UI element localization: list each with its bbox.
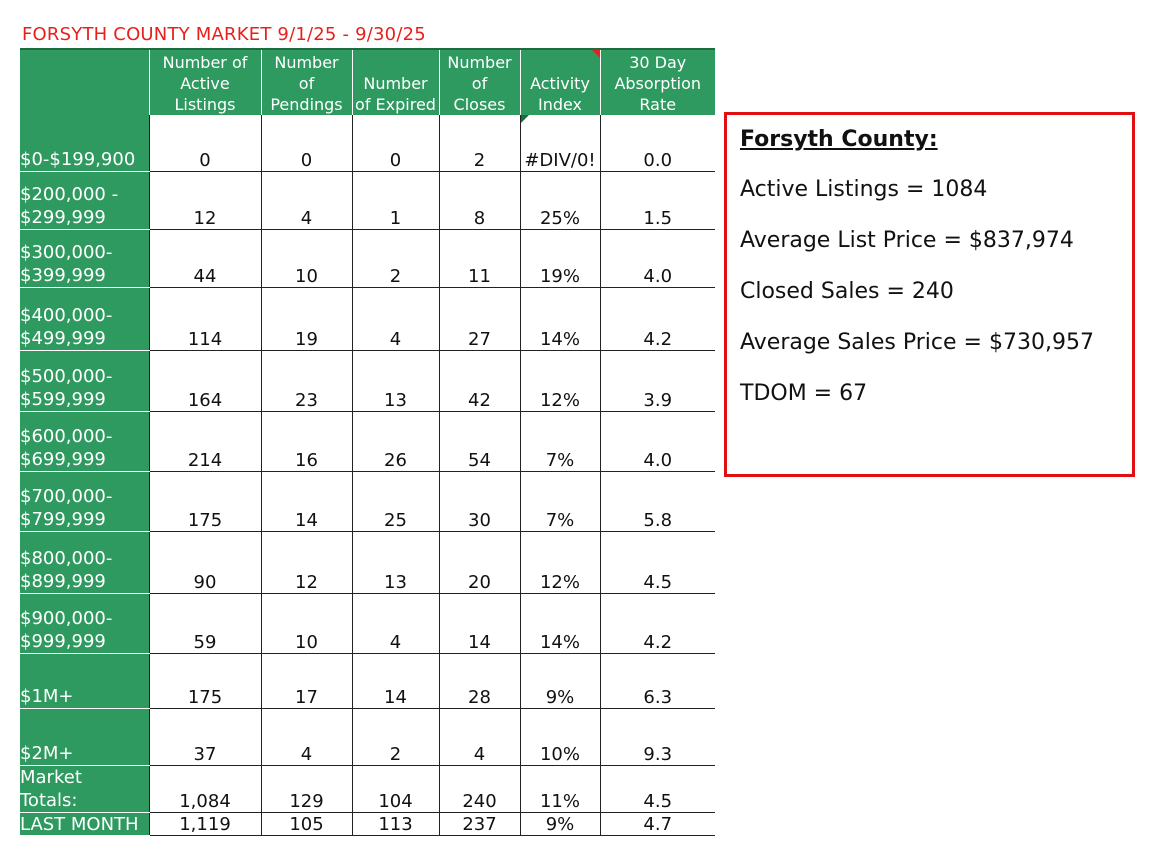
cell-active: 114 bbox=[149, 287, 261, 350]
cell-activity-index: 11% bbox=[520, 765, 600, 812]
row-label: Market Totals: bbox=[20, 765, 149, 812]
col-header-closes: Number of Closes bbox=[439, 49, 520, 115]
cell-absorption-rate: 9.3 bbox=[600, 708, 715, 765]
cell-expired: 2 bbox=[352, 229, 439, 287]
cell-expired: 14 bbox=[352, 653, 439, 708]
table-row bbox=[20, 350, 715, 411]
cell-activity-index: 14% bbox=[520, 287, 600, 350]
cell-active: 90 bbox=[149, 531, 261, 593]
cell-closes: 30 bbox=[439, 471, 520, 531]
cell-expired: 25 bbox=[352, 471, 439, 531]
cell-pendings: 10 bbox=[261, 229, 352, 287]
cell-activity-index: 10% bbox=[520, 708, 600, 765]
table-row bbox=[20, 531, 715, 593]
cell-pendings: 4 bbox=[261, 171, 352, 229]
cell-activity-index: 9% bbox=[520, 653, 600, 708]
cell-active: 12 bbox=[149, 171, 261, 229]
col-header-absorption-rate: 30 Day Absorption Rate bbox=[600, 49, 715, 115]
cell-absorption-rate: 6.3 bbox=[600, 653, 715, 708]
cell-pendings: 12 bbox=[261, 531, 352, 593]
col-header-active: Number of Active Listings bbox=[149, 49, 261, 115]
row-label: $0-$199,900 bbox=[20, 115, 149, 171]
summary-tdom: TDOM = 67 bbox=[740, 381, 868, 406]
cell-activity-index: 25% bbox=[520, 171, 600, 229]
cell-expired: 113 bbox=[352, 812, 439, 835]
cell-closes: 20 bbox=[439, 531, 520, 593]
market-table bbox=[20, 48, 715, 836]
cell-activity-index: 14% bbox=[520, 593, 600, 653]
table-row bbox=[20, 708, 715, 765]
cell-activity-index: 19% bbox=[520, 229, 600, 287]
cell-closes: 14 bbox=[439, 593, 520, 653]
cell-active: 1,084 bbox=[149, 765, 261, 812]
col-header-expired: Number of Expired bbox=[352, 49, 439, 115]
cell-absorption-rate: 4.5 bbox=[600, 531, 715, 593]
summary-closed-sales: Closed Sales = 240 bbox=[740, 279, 954, 304]
cell-expired: 104 bbox=[352, 765, 439, 812]
cell-absorption-rate: 4.0 bbox=[600, 229, 715, 287]
cell-closes: 54 bbox=[439, 411, 520, 471]
row-label: LAST MONTH bbox=[20, 812, 149, 835]
cell-expired: 4 bbox=[352, 287, 439, 350]
summary-box bbox=[724, 112, 1135, 477]
table-row bbox=[20, 653, 715, 708]
row-label: $2M+ bbox=[20, 708, 149, 765]
cell-pendings: 4 bbox=[261, 708, 352, 765]
cell-active: 214 bbox=[149, 411, 261, 471]
cell-absorption-rate: 4.7 bbox=[600, 812, 715, 835]
row-label: $900,000- $999,999 bbox=[20, 593, 149, 653]
cell-expired: 1 bbox=[352, 171, 439, 229]
row-label: $200,000 - $299,999 bbox=[20, 171, 149, 229]
cell-closes: 240 bbox=[439, 765, 520, 812]
cell-active: 175 bbox=[149, 471, 261, 531]
cell-absorption-rate: 4.2 bbox=[600, 593, 715, 653]
cell-closes: 27 bbox=[439, 287, 520, 350]
cell-absorption-rate: 3.9 bbox=[600, 350, 715, 411]
table-row bbox=[20, 593, 715, 653]
col-header-activity-index: Activity Index bbox=[520, 49, 600, 115]
cell-pendings: 129 bbox=[261, 765, 352, 812]
cell-closes: 4 bbox=[439, 708, 520, 765]
cell-active: 164 bbox=[149, 350, 261, 411]
cell-expired: 13 bbox=[352, 531, 439, 593]
cell-closes: 8 bbox=[439, 171, 520, 229]
cell-activity-index: #DIV/0! bbox=[520, 115, 600, 171]
cell-pendings: 16 bbox=[261, 411, 352, 471]
cell-absorption-rate: 4.0 bbox=[600, 411, 715, 471]
summary-average-sales-price: Average Sales Price = $730,957 bbox=[740, 330, 1094, 355]
cell-active: 175 bbox=[149, 653, 261, 708]
cell-expired: 13 bbox=[352, 350, 439, 411]
cell-absorption-rate: 4.2 bbox=[600, 287, 715, 350]
cell-active: 44 bbox=[149, 229, 261, 287]
cell-pendings: 105 bbox=[261, 812, 352, 835]
cell-expired: 0 bbox=[352, 115, 439, 171]
cell-pendings: 10 bbox=[261, 593, 352, 653]
cell-absorption-rate: 5.8 bbox=[600, 471, 715, 531]
cell-closes: 2 bbox=[439, 115, 520, 171]
totals-row bbox=[20, 765, 715, 812]
cell-pendings: 19 bbox=[261, 287, 352, 350]
cell-active: 1,119 bbox=[149, 812, 261, 835]
row-label: $1M+ bbox=[20, 653, 149, 708]
table-row bbox=[20, 411, 715, 471]
table-row bbox=[20, 115, 715, 171]
cell-closes: 11 bbox=[439, 229, 520, 287]
cell-pendings: 23 bbox=[261, 350, 352, 411]
cell-activity-index: 7% bbox=[520, 471, 600, 531]
cell-closes: 237 bbox=[439, 812, 520, 835]
cell-active: 37 bbox=[149, 708, 261, 765]
table-row bbox=[20, 287, 715, 350]
row-label: $400,000- $499,999 bbox=[20, 287, 149, 350]
cell-closes: 28 bbox=[439, 653, 520, 708]
cell-pendings: 17 bbox=[261, 653, 352, 708]
row-label: $300,000- $399,999 bbox=[20, 229, 149, 287]
row-label: $600,000- $699,999 bbox=[20, 411, 149, 471]
table-header-row bbox=[20, 49, 715, 115]
summary-heading: Forsyth County: bbox=[740, 127, 938, 152]
report-title: FORSYTH COUNTY MARKET 9/1/25 - 9/30/25 bbox=[22, 24, 426, 45]
cell-pendings: 0 bbox=[261, 115, 352, 171]
cell-expired: 4 bbox=[352, 593, 439, 653]
table-row bbox=[20, 171, 715, 229]
cell-absorption-rate: 4.5 bbox=[600, 765, 715, 812]
summary-average-list-price: Average List Price = $837,974 bbox=[740, 228, 1074, 253]
cell-expired: 2 bbox=[352, 708, 439, 765]
cell-absorption-rate: 1.5 bbox=[600, 171, 715, 229]
cell-activity-index: 12% bbox=[520, 350, 600, 411]
cell-absorption-rate: 0.0 bbox=[600, 115, 715, 171]
row-label: $800,000- $899,999 bbox=[20, 531, 149, 593]
cell-closes: 42 bbox=[439, 350, 520, 411]
cell-activity-index: 7% bbox=[520, 411, 600, 471]
corner-header-cell bbox=[20, 49, 149, 115]
table-row bbox=[20, 471, 715, 531]
cell-activity-index: 9% bbox=[520, 812, 600, 835]
table-row bbox=[20, 229, 715, 287]
cell-pendings: 14 bbox=[261, 471, 352, 531]
last-month-row bbox=[20, 812, 715, 835]
col-header-pendings: Number of Pendings bbox=[261, 49, 352, 115]
cell-activity-index: 12% bbox=[520, 531, 600, 593]
summary-active-listings: Active Listings = 1084 bbox=[740, 177, 988, 202]
cell-active: 59 bbox=[149, 593, 261, 653]
row-label: $500,000- $599,999 bbox=[20, 350, 149, 411]
row-label: $700,000- $799,999 bbox=[20, 471, 149, 531]
cell-expired: 26 bbox=[352, 411, 439, 471]
cell-active: 0 bbox=[149, 115, 261, 171]
